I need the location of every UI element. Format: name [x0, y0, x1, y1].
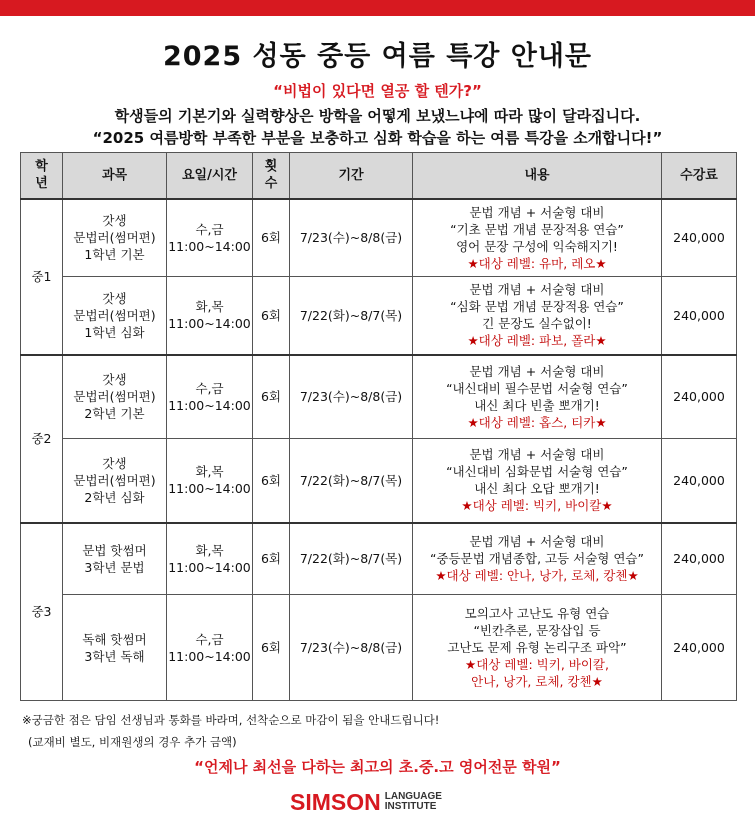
slogan: “비법이 있다면 열공 할 텐가?” — [273, 82, 482, 100]
simson-logo — [290, 787, 442, 817]
fee-cell: 240,000 — [662, 439, 737, 523]
count-cell: 6회 — [253, 277, 290, 355]
count-cell: 6회 — [253, 355, 290, 439]
count-cell: 6회 — [253, 523, 290, 595]
content-line: 문법 개념 + 서술형 대비 — [469, 447, 605, 463]
course-cell — [63, 523, 167, 595]
course-line: 갓생 — [102, 290, 127, 306]
course-line: 3학년 문법 — [84, 559, 145, 575]
header-period: 기간 — [290, 153, 413, 199]
content-line: 긴 문장도 실수없이! — [482, 316, 592, 332]
content-line: “내신대비 심화문법 서술형 연습” — [446, 464, 628, 480]
target-level: ★대상 레벨: 빅키, 바이칼★ — [461, 498, 613, 514]
count-cell: 6회 — [253, 595, 290, 701]
table-row — [21, 595, 737, 701]
period-cell: 7/22(화)~8/7(목) — [290, 523, 413, 595]
schedule-days: 화,목 — [195, 542, 224, 558]
header-count: 횟 수 — [253, 153, 290, 199]
target-level: ★대상 레벨: 파보, 폴라★ — [467, 333, 607, 349]
header-grade: 학 년 — [21, 153, 63, 199]
table-row — [21, 523, 737, 595]
period-cell: 7/23(수)~8/8(금) — [290, 595, 413, 701]
content-cell — [413, 595, 662, 701]
logo-sub-text: LANGUAGE INSTITUTE — [384, 791, 442, 812]
table-row — [21, 439, 737, 523]
schedule-time: 11:00~14:00 — [168, 316, 251, 332]
intro-line-2: “2025 여름방학 부족한 부분을 보충하고 심화 학습을 하는 여름 특강을 소개합니다!” — [92, 129, 663, 147]
course-line: 2학년 심화 — [84, 489, 145, 505]
fee-cell: 240,000 — [662, 595, 737, 701]
table-header-row — [21, 153, 737, 199]
course-line: 갓생 — [102, 455, 127, 471]
header-course: 과목 — [63, 153, 167, 199]
schedule-cell — [167, 355, 253, 439]
table-row — [21, 277, 737, 355]
logo-main-text: SIMSON — [290, 788, 381, 815]
period-cell: 7/23(수)~8/8(금) — [290, 199, 413, 277]
page-title: 2025 성동 중등 여름 특강 안내문 — [162, 41, 593, 72]
target-level: ★대상 레벨: 안나, 낭가, 로체, 캉첸★ — [435, 568, 639, 584]
target-level: ★대상 레벨: 홉스, 티카★ — [467, 414, 607, 430]
course-line: 문법러(썸머편) — [73, 389, 156, 405]
intro-line-1: 학생들의 기본기와 실력향상은 방학을 어떻게 보냈느냐에 따라 많이 달라집니다. — [114, 107, 641, 125]
content-cell — [413, 523, 662, 595]
course-line: 문법러(썸머편) — [73, 307, 156, 323]
schedule-cell — [167, 199, 253, 277]
course-line: 문법러(썸머편) — [73, 230, 156, 246]
target-level: ★대상 레벨: 빅키, 바이칼, — [465, 657, 609, 672]
fee-cell: 240,000 — [662, 355, 737, 439]
course-line: 문법 핫썸머 — [82, 542, 147, 558]
note-line-2: (교재비 별도, 비재원생의 경우 추가 금액) — [28, 735, 237, 749]
schedule-days: 수,금 — [195, 380, 224, 396]
content-line: “심화 문법 개념 문장적용 연습” — [450, 299, 624, 315]
course-line: 갓생 — [102, 372, 127, 388]
target-level: ★대상 레벨: 유마, 레오★ — [467, 255, 607, 271]
schedule-time: 11:00~14:00 — [168, 238, 251, 254]
course-cell — [63, 355, 167, 439]
schedule-days: 화,목 — [195, 464, 224, 480]
content-cell — [413, 199, 662, 277]
course-line: 2학년 기본 — [84, 406, 145, 422]
course-cell — [63, 277, 167, 355]
table-row — [21, 355, 737, 439]
content-line: 영어 문장 구성에 익숙해지기! — [456, 238, 618, 254]
course-cell — [63, 439, 167, 523]
fee-cell: 240,000 — [662, 523, 737, 595]
course-line: 3학년 독해 — [84, 648, 145, 664]
period-cell: 7/22(화)~8/7(목) — [290, 439, 413, 523]
note-line-1: ※궁금한 점은 담임 선생님과 통화를 바라며, 선착순으로 마감이 됨을 안내드립니다! — [22, 713, 440, 727]
table-body — [21, 199, 737, 701]
schedule-cell — [167, 277, 253, 355]
content-line: 문법 개념 + 서술형 대비 — [469, 282, 605, 298]
content-line: “내신대비 필수문법 서술형 연습” — [446, 380, 628, 396]
content-cell — [413, 355, 662, 439]
content-line: “중등문법 개념종합, 고등 서술형 연습” — [430, 551, 644, 567]
schedule-days: 화,목 — [195, 299, 224, 315]
schedule-cell — [167, 595, 253, 701]
schedule-time: 11:00~14:00 — [168, 648, 251, 664]
fee-cell: 240,000 — [662, 277, 737, 355]
content-cell — [413, 439, 662, 523]
content-line: “기초 문법 개념 문장적용 연습” — [450, 221, 624, 237]
header-fee: 수강료 — [662, 153, 737, 199]
fee-cell: 240,000 — [662, 199, 737, 277]
grade-cell: 중1 — [21, 199, 63, 355]
schedule-time: 11:00~14:00 — [168, 397, 251, 413]
content-line: 모의고사 고난도 유형 연습 — [464, 606, 610, 621]
content-line: 내신 최다 오답 뽀개기! — [474, 481, 600, 497]
course-line: 독해 핫썸머 — [82, 631, 147, 647]
schedule-time: 11:00~14:00 — [168, 559, 251, 575]
content-line: 내신 최다 빈출 뽀개기! — [474, 397, 600, 413]
motto: “언제나 최선을 다하는 최고의 초.중.고 영어전문 학원” — [194, 758, 561, 776]
grade-cell: 중2 — [21, 355, 63, 523]
course-line: 1학년 기본 — [84, 247, 145, 263]
grade-cell: 중3 — [21, 523, 63, 701]
course-line: 1학년 심화 — [84, 324, 145, 340]
schedule-days: 수,금 — [195, 221, 224, 237]
course-table — [20, 152, 737, 701]
count-cell: 6회 — [253, 199, 290, 277]
content-line: 문법 개념 + 서술형 대비 — [469, 534, 605, 550]
header-content: 내용 — [413, 153, 662, 199]
target-level: 안나, 낭가, 로체, 캉첸★ — [471, 674, 603, 689]
schedule-cell — [167, 439, 253, 523]
content-line: “빈칸추론, 문장삽입 등 — [473, 623, 601, 638]
schedule-time: 11:00~14:00 — [168, 481, 251, 497]
content-cell — [413, 277, 662, 355]
content-line: 문법 개념 + 서술형 대비 — [469, 363, 605, 379]
table-row — [21, 199, 737, 277]
schedule-cell — [167, 523, 253, 595]
header-schedule: 요일/시간 — [167, 153, 253, 199]
count-cell: 6회 — [253, 439, 290, 523]
course-cell — [63, 595, 167, 701]
course-line: 갓생 — [102, 213, 127, 229]
schedule-days: 수,금 — [195, 631, 224, 647]
period-cell: 7/22(화)~8/7(목) — [290, 277, 413, 355]
course-line: 문법러(썸머편) — [73, 472, 156, 488]
period-cell: 7/23(수)~8/8(금) — [290, 355, 413, 439]
content-line: 고난도 문제 유형 논리구조 파악” — [447, 640, 627, 655]
course-cell — [63, 199, 167, 277]
top-red-bar — [0, 0, 755, 16]
content-line: 문법 개념 + 서술형 대비 — [469, 204, 605, 220]
